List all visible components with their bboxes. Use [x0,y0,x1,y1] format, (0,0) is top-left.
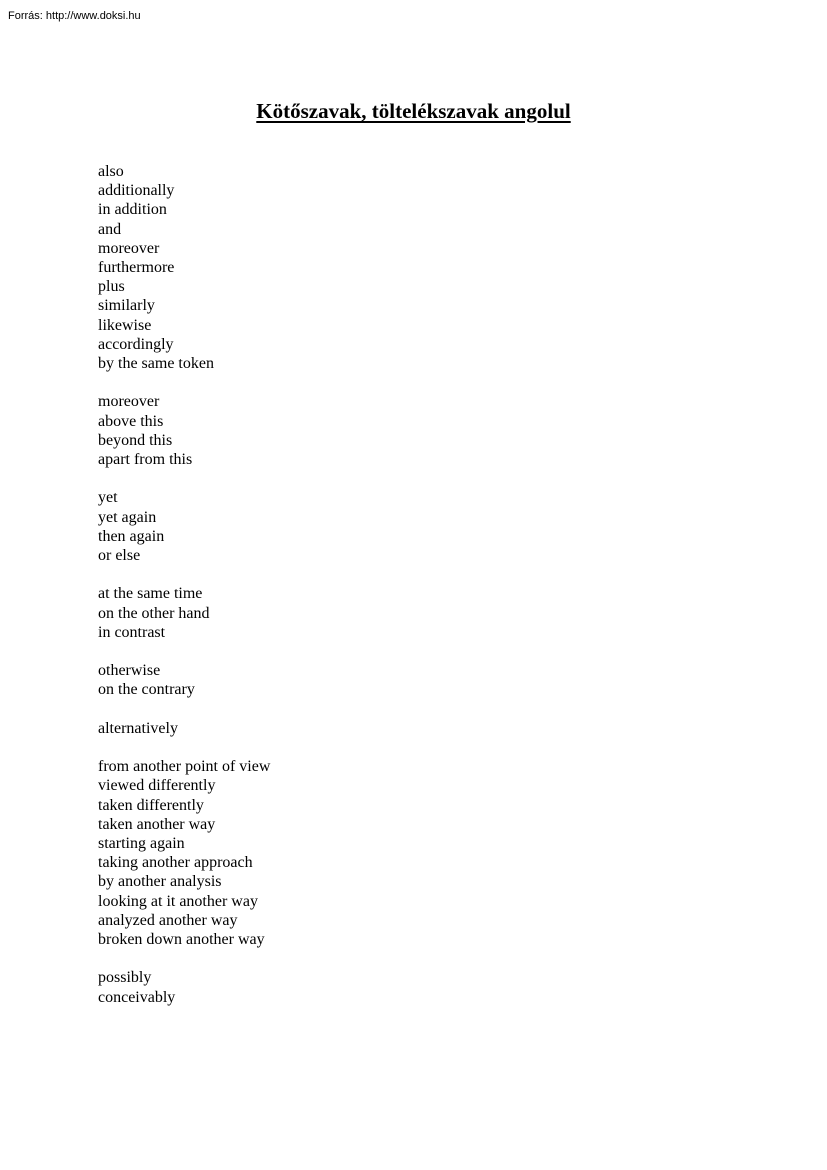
list-item: furthermore [98,259,175,277]
list-item: broken down another way [98,931,265,949]
list-item: on the contrary [98,681,195,699]
list-item: alternatively [98,719,178,737]
list-item: yet again [98,508,157,526]
list-item: possibly [98,969,152,987]
list-item: conceivably [98,988,176,1006]
word-group [98,584,270,642]
list-item: moreover [98,393,160,411]
list-item: looking at it another way [98,892,258,910]
word-group [98,757,270,949]
list-item: taking another approach [98,854,253,872]
list-item: and [98,220,122,238]
list-item: starting again [98,835,185,853]
list-item: on the other hand [98,604,210,622]
list-item: beyond this [98,431,173,449]
list-item: viewed differently [98,777,216,795]
list-item: likewise [98,316,152,334]
list-item: from another point of view [98,758,271,776]
word-group [98,488,270,565]
list-item: in addition [98,201,167,219]
list-item: otherwise [98,662,161,680]
list-item: moreover [98,239,160,257]
word-group [98,661,270,699]
list-item: taken another way [98,815,216,833]
list-item: above this [98,412,164,430]
list-item: then again [98,527,165,545]
list-item: analyzed another way [98,911,238,929]
word-group [98,162,270,373]
list-item: accordingly [98,335,174,353]
list-item: in contrast [98,623,166,641]
list-item: by the same token [98,355,214,373]
page-title: Kötőszavak, töltelékszavak angolul [256,99,571,123]
list-item: yet [98,489,118,507]
list-item: also [98,163,124,180]
list-item: plus [98,278,125,296]
list-item: by another analysis [98,873,222,891]
source-note: Forrás: http://www.doksi.hu [8,10,141,22]
list-item: at the same time [98,585,203,603]
list-item: or else [98,547,141,565]
list-item: apart from this [98,451,193,469]
word-group [98,968,270,1006]
word-group [98,392,270,469]
list-item: taken differently [98,796,204,814]
list-item: similarly [98,297,155,315]
list-item: additionally [98,182,175,200]
word-group [98,719,270,738]
word-list [98,162,270,1026]
